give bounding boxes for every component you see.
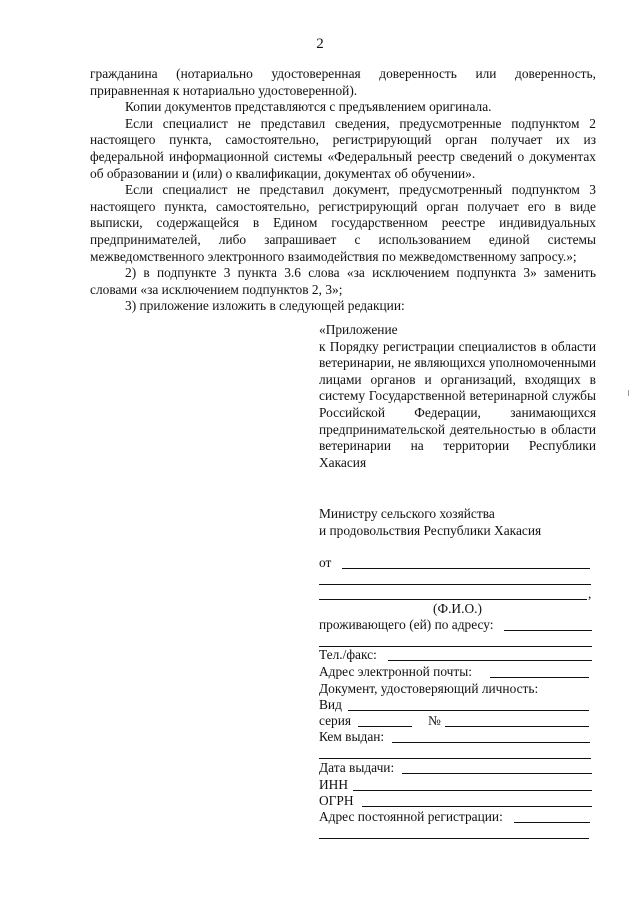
paragraph-3: Если специалист не представил сведения, предусмотренные подпунктом 2 настоящего пункта, самостоятельно, регистрирующий орган получает их из федеральной информационной системы «Федеральный реестр сведений о документах об образовании и (или) о квалификации, документах об обучении». [90, 115, 596, 181]
series-field[interactable] [358, 726, 412, 727]
inn-field[interactable] [353, 790, 592, 791]
number-label: № [428, 713, 441, 728]
inn-label: ИНН [319, 777, 349, 792]
annex-header [319, 322, 596, 471]
paragraph-4: Если специалист не представил документ, предусмотренный подпунктом 3 настоящего пункта, самостоятельно, регистрирующий орган получает его в виде выписки, содержащейся в Едином государственном реестре индивидуальных предпринимателей, либо запрашивает с использованием единой системы межведомственного электронного взаимодействия по межведомственному запросу.»; [90, 182, 596, 264]
fio-caption: (Ф.И.О.) [433, 601, 482, 616]
registration-address-field-line-2[interactable] [319, 838, 589, 839]
paragraph-1: гражданина (нотариально удостоверенная доверенность или доверенность, приравненная к нотариально удостоверенной). [90, 66, 596, 98]
registration-address-label: Адрес постоянной регистрации: [319, 809, 503, 824]
ogrn-field[interactable] [362, 806, 592, 807]
residing-label: проживающего (ей) по адресу: [319, 617, 494, 632]
from-field-line-3[interactable] [319, 599, 587, 600]
annex-title: «Приложение [319, 322, 398, 337]
body-text [90, 66, 596, 315]
number-field[interactable] [445, 726, 589, 727]
phone-label: Тел./факс: [319, 647, 377, 662]
paragraph-6: 3) приложение изложить в следующей редакции: [125, 298, 405, 314]
paragraph-5: 2) в подпункте 3 пункта 3.6 слова «за исключением подпункта 3» заменить словами «за исключением подпунктов 2, 3»; [90, 265, 596, 297]
ogrn-label: ОГРН [319, 793, 354, 808]
document-type-label: Вид [319, 697, 342, 712]
phone-field[interactable] [388, 660, 592, 661]
series-label: серия [319, 713, 352, 728]
email-label: Адрес электронной почты: [319, 664, 472, 679]
issue-date-field[interactable] [402, 773, 592, 774]
comma-mark: , [588, 586, 592, 601]
id-document-label: Документ, удостоверяющий личность: [319, 681, 539, 696]
issued-by-field-line-2[interactable] [319, 758, 591, 759]
registration-address-field[interactable] [514, 822, 590, 823]
addressee-line-1: Министру сельского хозяйства [319, 506, 495, 521]
issue-date-label: Дата выдачи: [319, 760, 395, 775]
addressee [319, 505, 596, 539]
email-field[interactable] [490, 677, 589, 678]
paragraph-2: Копии документов представляются с предъявлением оригинала. [125, 99, 492, 115]
from-field[interactable] [342, 568, 590, 569]
annex-text: к Порядку регистрации специалистов в области ветеринарии, не являющихся уполномоченными лицами органов и организаций, входящих в систему Государственной ветеринарной службы Российской Федерации, занимающихся предпринимательской деятельностью в области ветеринарии на территории Республики Хакасия [319, 338, 596, 470]
issued-by-field[interactable] [392, 742, 590, 743]
addressee-line-2: и продовольствия Республики Хакасия [319, 523, 542, 538]
page-number: 2 [316, 36, 324, 52]
from-field-line-2[interactable] [319, 584, 591, 585]
from-label: от [319, 555, 332, 570]
issued-by-label: Кем выдан: [319, 729, 385, 744]
address-field[interactable] [504, 630, 592, 631]
scan-mark [628, 390, 629, 396]
document-type-field[interactable] [348, 710, 589, 711]
